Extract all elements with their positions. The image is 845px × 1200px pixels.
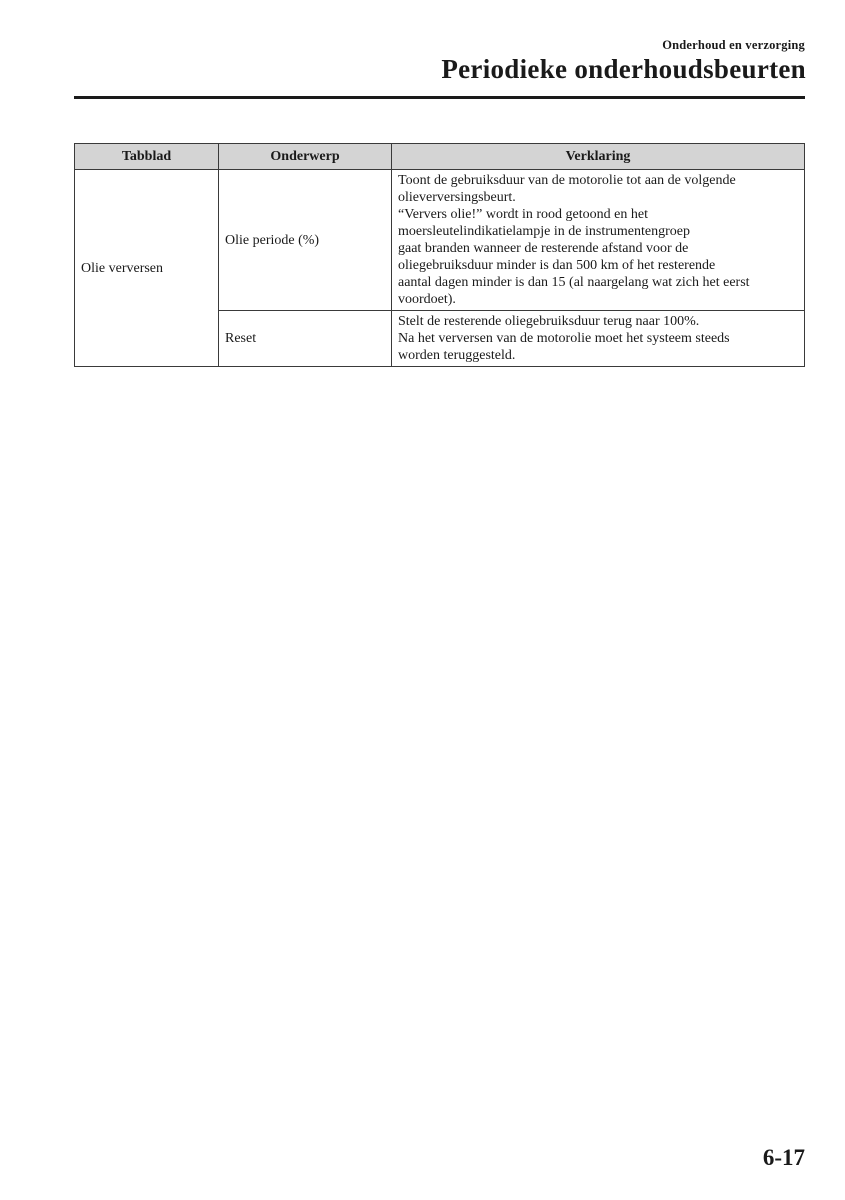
explanation-line: voordoet). [398, 292, 456, 307]
subject-cell: Olie periode (%) [219, 170, 392, 311]
subject-cell: Reset [219, 311, 392, 367]
tab-cell: Olie verversen [75, 170, 219, 367]
column-header-subject: Onderwerp [219, 144, 392, 170]
explanation-line: gaat branden wanneer de resterende afstand voor de [398, 241, 689, 256]
title-divider [74, 96, 805, 99]
page-number: 6-17 [762, 1145, 805, 1170]
column-header-tab: Tabblad [75, 144, 219, 170]
table-row [75, 170, 805, 311]
explanation-cell [392, 170, 805, 311]
table-header-row [75, 144, 805, 170]
explanation-line: oliegebruiksduur minder is dan 500 km of het resterende [398, 258, 716, 273]
page-title: Periodieke onderhoudsbeurten [441, 54, 806, 84]
explanation-line: Toont de gebruiksduur van de motorolie tot aan de volgende [398, 173, 736, 188]
explanation-line: “Ververs olie!” wordt in rood getoond en het [398, 207, 648, 222]
explanation-line: olieverversingsbeurt. [398, 190, 516, 205]
explanation-line: Na het verversen van de motorolie moet het systeem steeds [398, 331, 730, 346]
explanation-line: Stelt de resterende oliegebruiksduur terug naar 100%. [398, 314, 700, 329]
oil-settings-table [74, 143, 805, 367]
section-label: Onderhoud en verzorging [662, 38, 805, 52]
explanation-cell [392, 311, 805, 367]
explanation-line: aantal dagen minder is dan 15 (al naargelang wat zich het eerst [398, 275, 750, 290]
column-header-explanation: Verklaring [392, 144, 805, 170]
explanation-line: worden teruggesteld. [398, 348, 516, 363]
explanation-line: moersleutelindikatielampje in de instrumentengroep [398, 224, 690, 239]
